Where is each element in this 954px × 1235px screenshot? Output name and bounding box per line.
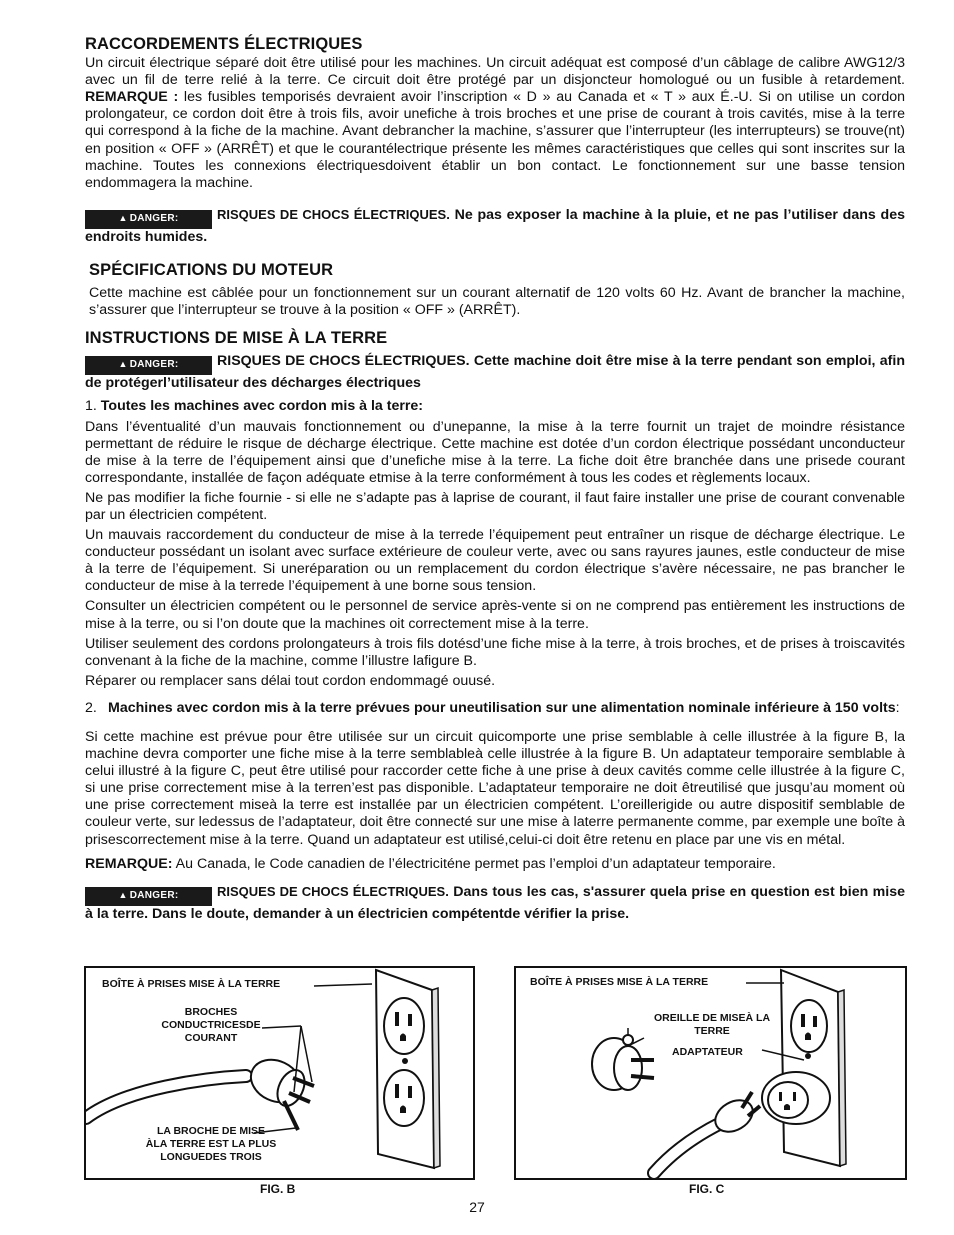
danger-head: RISQUES DE CHOCS ÉLECTRIQUES. bbox=[217, 353, 470, 370]
item-1-paragraph: Dans l’éventualité d’un mauvais fonctionnement ou d’unepanne, la mise à la terre fournit un trajet de moindre résistance permettant de réduire le risque de décharge électrique. Cette machine est dotée d’un cordon électrique possédant unconducteur de mise à la terre de l’équipement ainsi que d’unefiche mise à la terre. La fiche doit être branchée dans une prisede courant correspondante, installée de façon adéquate etmise à la terre conformément à tous les codes et règlements locaux. bbox=[85, 418, 905, 486]
text: les fusibles temporisés devraient avoir l’inscription « D » au Canada et « T » aux É.-U. Si on utilise un cordon prolongateur, ce cordon doit être à trois fils, avoir unefiche à trois broches et une prise de courant à trois cavités, mise à la terre qui correspond à la fiche de la machine. Avant debrancher la machine, s’assurer que l’interrupteur (les interrupteurs) se trouve(nt) en position « OFF » (ARRÊT) et que le courantélectrique présente les mêmes caractéristiques que celles qui sont inscrites sur la machine. Toutes les connexions électriquesdoivent établir un bon contact. Le fonctionnement sur une basse tension endommagera la machine. bbox=[85, 89, 905, 191]
label-box-c: BOÎTE À PRISES MISE À LA TERRE bbox=[530, 976, 709, 988]
section-title-electrical: RACCORDEMENTS ÉLECTRIQUES bbox=[85, 35, 363, 53]
item-2-paragraph: Si cette machine est prévue pour être utilisée sur un circuit quicomporte une prise semblable à celle illustrée à la figure B, la machine devra comporter une fiche mise à la terre semblableà celle illustrée à la figure B. Un adaptateur temporaire semblable à celui illustré à la figure C, peut être utilisé pour raccorder cette fiche à une prise à deux cavités comme celle illustrée à la figure C, si une prise correctement mise à la terren’est pas disponible. L’adaptateur temporaire ne doit êtreutilisé que jusqu’au moment où une prise correctement miseà la terre est installée par un électricien compétent. L’oreillerigide ou autre dispositif semblable de couleur verte, sur ledessus de l’adaptateur, doit être connecté sur une mise à laterre permanente comme, par exemple une boîte à prisescorrectement mise à la terre. Quand un adaptateur est utilisé,celui-ci doit être retenu en place par une vis en métal. bbox=[85, 729, 905, 848]
item-1-paragraph: Ne pas modifier la fiche fournie - si elle ne s’adapte pas à laprise de courant, il faut faire installer une prise de courant convenable par un électricien compétent. bbox=[85, 489, 905, 523]
danger-head: RISQUES DE CHOCS ÉLECTRIQUES. bbox=[217, 206, 450, 222]
figure-b bbox=[84, 966, 475, 1180]
danger-warning-2 bbox=[85, 353, 905, 392]
section-title-grounding: INSTRUCTIONS DE MISE À LA TERRE bbox=[85, 329, 388, 348]
paragraph-electrical bbox=[85, 55, 905, 192]
section-title-motor: SPÉCIFICATIONS DU MOTEUR bbox=[89, 260, 334, 279]
figure-c bbox=[514, 966, 907, 1180]
item-1-paragraph: Consulter un électricien compétent ou le personnel de service après-vente si on ne comprend pas entièrement les instructions de mise à la terre, ou si l’on doute que la machines oit correctement mise à la terre. bbox=[85, 598, 905, 632]
label-box-b: BOÎTE À PRISES MISE À LA TERRE bbox=[102, 978, 281, 990]
page-content bbox=[85, 36, 905, 923]
danger-text: Dans tous les cas, s'assurer quela prise en question est bien mise à la terre. Dans le doute, demander à un électricien compétentde vérifier la prise. bbox=[85, 883, 906, 922]
item-1-paragraph: Un mauvais raccordement du conducteur de mise à la terrede l’équipement peut entraîner un risque de décharge électrique. Le conducteur possédant un isolant avec surface extérieure de couleur verte, avec ou sans rayures jaunes, estle conducteur de mise à la terre de l’équipement. Si uneréparation ou un remplacement du cordon électrique s’avère nécessaire, ne pas brancher le conducteur de mise à la terrede l’équipement à une borne sous tension. bbox=[85, 527, 905, 595]
label-adapter: ADAPTATEUR bbox=[672, 1046, 743, 1058]
warning-triangle-icon: ▲ bbox=[118, 359, 128, 370]
item-1-title: 1. Toutes les machines avec cordon mis à la terre: bbox=[85, 398, 424, 415]
danger-text: Ne pas exposer la machine à la pluie, et ne pas l’utiliser dans des endroits humides. bbox=[85, 206, 905, 245]
caption-fig-c: FIG. C bbox=[689, 1182, 725, 1196]
warning-triangle-icon: ▲ bbox=[118, 212, 128, 223]
warning-triangle-icon: ▲ bbox=[118, 889, 128, 900]
paragraph-motor: Cette machine est câblée pour un fonctionnement sur un courant alternatif de 120 volts 60 Hz. Avant de brancher la machine, s’assurer que l’interrupteur se trouve à la position « OFF » (ARRÊT). bbox=[89, 285, 905, 319]
text: Un circuit électrique séparé doit être utilisé pour les machines. Un circuit adéquat est composé d’un câblage de calibre AWG12/3 avec un fil de terre relié à la terre. Ce circuit doit être protégé par un disjoncteur homologué ou un fusible à retardement. bbox=[85, 55, 905, 89]
remarque-label: REMARQUE : bbox=[85, 89, 179, 106]
figures bbox=[84, 966, 908, 1206]
danger-head: RISQUES DE CHOCS ÉLECTRIQUES. bbox=[217, 883, 449, 899]
item-1-paragraph: Réparer ou remplacer sans délai tout cordon endommagé ouusé. bbox=[85, 672, 496, 689]
danger-text: Cette machine doit être mise à la terre pendant son emploi, afin de protégerl’utilisateur des décharges électriques bbox=[85, 353, 905, 392]
adapter-illustration bbox=[516, 968, 905, 1178]
remarque-canada: REMARQUE: Au Canada, le Code canadien de l’électriciténe permet pas l’emploi d’un adaptateur temporaire. bbox=[85, 855, 776, 872]
danger-badge: ▲ DANGER: bbox=[85, 210, 212, 229]
label-prongs: BROCHES CONDUCTRICESDE COURANT bbox=[161, 1006, 261, 1044]
danger-warning-3 bbox=[85, 883, 905, 923]
danger-warning-1 bbox=[85, 206, 905, 246]
item-2-title: 2. Machines avec cordon mis à la terre prévues pour uneutilisation sur une alimentation nominale inférieure à 150 volts: bbox=[85, 699, 900, 716]
danger-badge: ▲ DANGER: bbox=[85, 887, 212, 906]
danger-badge: ▲ DANGER: bbox=[85, 356, 212, 375]
caption-fig-b: FIG. B bbox=[260, 1182, 296, 1196]
label-ground-ear: OREILLE DE MISEÀ LA TERRE bbox=[653, 1012, 771, 1037]
label-ground-pin: LA BROCHE DE MISE ÀLA TERRE EST LA PLUS LONGUEDES TROIS bbox=[145, 1125, 277, 1163]
item-1-paragraph: Utiliser seulement des cordons prolongateurs à trois fils dotésd’une fiche mise à la terre, à trois broches, et de prises à troiscavités convenant à la fiche de la machine, comme l’illustre lafigure B. bbox=[85, 635, 905, 669]
page-number: 27 bbox=[469, 1199, 485, 1215]
